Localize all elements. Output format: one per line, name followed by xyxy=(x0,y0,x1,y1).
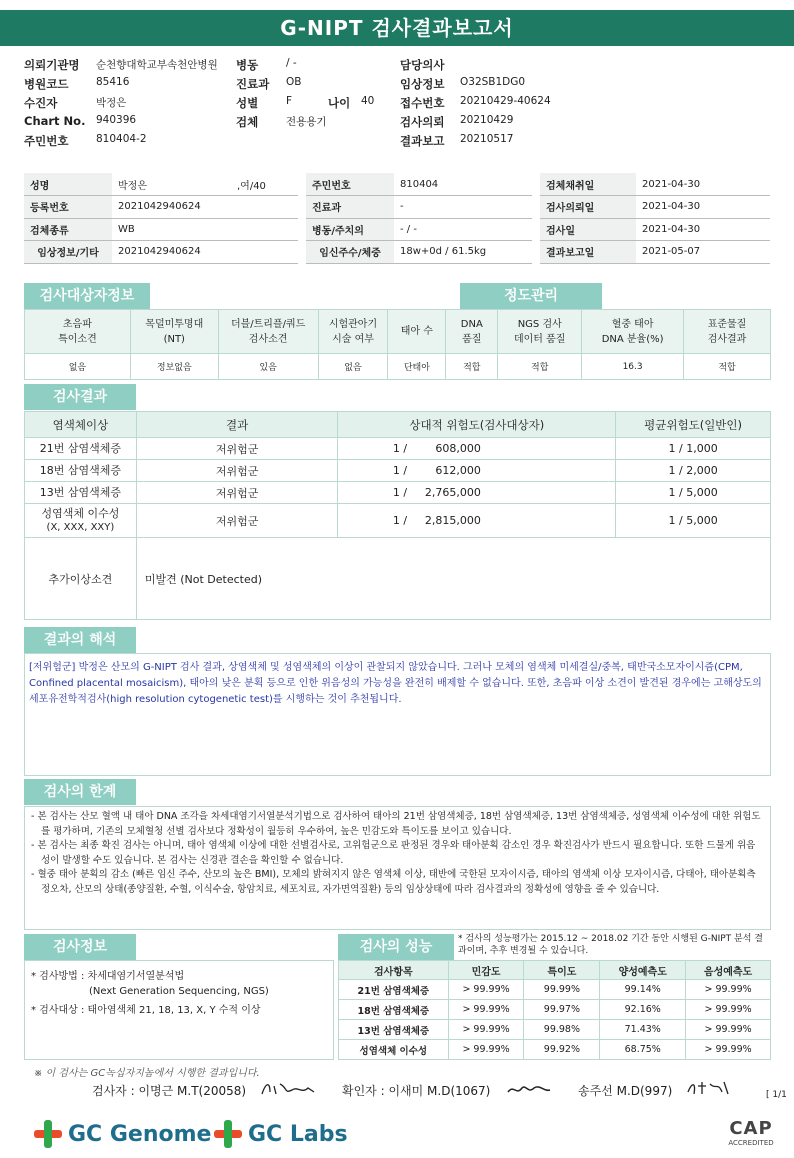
confirmer-signature xyxy=(504,1078,554,1100)
performance-header: 민감도 xyxy=(448,961,524,980)
tester-signature xyxy=(258,1078,318,1100)
subject-value: 정보없음 xyxy=(130,354,218,380)
header-key: 결과보고 xyxy=(400,134,445,148)
header-value: 940396 xyxy=(96,114,137,126)
patient-value xyxy=(636,196,770,219)
header-key: 임상정보 xyxy=(400,77,445,91)
patient-label: 임신주수/체중 xyxy=(306,241,394,264)
results-header: 평균위험도(일반인) xyxy=(616,412,771,438)
limitation-item: - 본 검사는 최종 확진 검사는 아니며, 태아 염색체 이상에 대한 선별검사로, 고위험군으로 판정된 경우와 태아분획 감소인 경우 확진검사가 반드시 필요합니다. 또한 드물게 위음성이 발생할 수도 있습니다. 본 검사는 신경관 결손을 확인할 수 없습니다. xyxy=(31,840,756,866)
performance-value: 68.75% xyxy=(600,1040,686,1060)
header-key: 성별 xyxy=(236,96,259,110)
patient-value-text: 2021-04-30 xyxy=(642,223,701,235)
qc-tab: 정도관리 xyxy=(460,283,602,309)
performance-tab: 검사의 성능 xyxy=(338,934,454,960)
results-header: 염색체이상 xyxy=(25,412,137,438)
tester: 검사자 : 이명근 M.T(20058) xyxy=(92,1084,247,1098)
test-info-tab: 검사정보 xyxy=(24,934,136,960)
relative-risk xyxy=(338,438,616,460)
patient-info-table xyxy=(24,173,770,264)
chromosome-name: 21번 삼염색체증 xyxy=(39,441,122,455)
performance-item: 13번 삼염색체증 xyxy=(339,1020,449,1040)
relative-risk-prefix: 1 / xyxy=(392,514,408,527)
results-header: 결과 xyxy=(136,412,338,438)
limitation-item: - 혈중 태아 분획의 감소 (빠른 임신 주수, 산모의 높은 BMI), 모체의 밝혀지지 않은 염색체 이상, 태반에 국한된 모자이시즘, 태아의 염색체 이상 모자이시즘, 다태아, 태아분획측정오차, 산모의 상태(종양질환, 수혈, 이식수술, 항암치료, 세포치료, 자가면역질환) 등의 임상상태에 따라 검사결과의 정확성에 영향을 줄 수 있습니다. xyxy=(31,869,756,895)
test-method: * 검사방법 : 차세대염기서열분석법 xyxy=(31,971,185,982)
age-label: 나이 xyxy=(328,96,351,110)
relative-risk xyxy=(338,482,616,504)
patient-label: 임상정보/기타 xyxy=(24,241,112,264)
patient-value xyxy=(636,241,770,264)
header-value: OB xyxy=(286,76,302,88)
subject-value: 16.3 xyxy=(582,354,684,380)
cap-accredited-logo: CAP ACCREDITED xyxy=(728,1118,774,1147)
patient-value-text: 18w+0d / 61.5kg xyxy=(400,246,487,258)
header-value: 전용용기 xyxy=(286,116,327,128)
performance-table xyxy=(338,960,771,1060)
header-value: 20210429 xyxy=(460,114,514,126)
test-info-box xyxy=(24,960,334,1060)
performance-header: 음성예측도 xyxy=(686,961,771,980)
result-value: 저위험군 xyxy=(136,504,338,538)
relative-risk-prefix: 1 / xyxy=(392,464,408,477)
subject-header: 혈중 태아 DNA 분율(%) xyxy=(582,310,684,354)
limitation-item: - 본 검사는 산모 혈액 내 태아 DNA 조각을 차세대염기서열분석기법으로 검사하여 태아의 21번 삼염색체증, 18번 삼염색체증, 13번 삼염색체증, 성염색체 이수성에 대한 위험도를 평가하며, 기존의 모체혈청 선별 검사보다 정확성이 월등히 우수하여, 높은 민감도와 특이도를 보이고 있습니다. xyxy=(31,811,761,837)
performance-value: 92.16% xyxy=(600,1000,686,1020)
age-value: 40 xyxy=(361,95,375,107)
average-risk: 1 / 5,000 xyxy=(616,504,771,538)
subject-header: 표준물질 검사결과 xyxy=(684,310,771,354)
subject-value: 적합 xyxy=(446,354,498,380)
performance-value: 99.14% xyxy=(600,980,686,1000)
patient-value xyxy=(636,218,770,241)
subject-value: 단태아 xyxy=(388,354,446,380)
patient-sex-age: ,여/40 xyxy=(236,180,266,192)
additional-findings-label: 추가이상소견 xyxy=(25,538,137,620)
limitations-tab: 검사의 한계 xyxy=(24,779,136,805)
test-target: * 검사대상 : 태아염색체 21, 18, 13, X, Y 수적 이상 xyxy=(31,1005,261,1016)
patient-row xyxy=(24,218,770,241)
subject-header: DNA 품질 xyxy=(446,310,498,354)
patient-value-text: - xyxy=(400,201,404,213)
patient-label: 병동/주치의 xyxy=(306,218,394,241)
patient-label: 성명 xyxy=(24,173,112,196)
subject-header: 시험관아기 시술 여부 xyxy=(318,310,388,354)
performance-header: 검사항목 xyxy=(339,961,449,980)
patient-label: 결과보고일 xyxy=(540,241,636,264)
subject-value: 적합 xyxy=(498,354,582,380)
subject-header: NGS 검사 데이터 품질 xyxy=(498,310,582,354)
header-value: F xyxy=(286,95,293,107)
performance-value: 99.92% xyxy=(524,1040,600,1060)
result-value: 저위험군 xyxy=(136,438,338,460)
performance-value: > 99.99% xyxy=(448,980,524,1000)
confirmer: 확인자 : 이새미 M.D(1067) xyxy=(342,1084,491,1098)
results-tab: 검사결과 xyxy=(24,384,136,410)
performance-value: > 99.99% xyxy=(448,1020,524,1040)
patient-row xyxy=(24,241,770,264)
performance-item: 성염색체 이수성 xyxy=(339,1040,449,1060)
additional-findings-value: 미발견 (Not Detected) xyxy=(136,538,770,620)
header-key: 의뢰기관명 xyxy=(24,58,80,72)
test-method-sub: (Next Generation Sequencing, NGS) xyxy=(89,986,269,997)
result-value: 저위험군 xyxy=(136,460,338,482)
patient-label: 검사의뢰일 xyxy=(540,196,636,219)
result-value: 저위험군 xyxy=(136,482,338,504)
results-table xyxy=(24,411,771,620)
header-key: 병원코드 xyxy=(24,77,69,91)
subject-value: 없음 xyxy=(25,354,131,380)
results-row xyxy=(25,438,771,460)
relative-risk-prefix: 1 / xyxy=(392,486,408,499)
results-header: 상대적 위험도(검사대상자) xyxy=(338,412,616,438)
patient-label: 진료과 xyxy=(306,196,394,219)
relative-risk-prefix: 1 / xyxy=(392,442,408,455)
report-title: G-NIPT 검사결과보고서 xyxy=(0,10,794,46)
performance-value: 99.99% xyxy=(524,980,600,1000)
patient-value-text: - / - xyxy=(400,223,417,235)
patient-value xyxy=(394,196,532,219)
subject-header: 초음파 특이소견 xyxy=(25,310,131,354)
doctor: 송주선 M.D(997) xyxy=(578,1084,673,1098)
patient-value-text: 박정은 xyxy=(118,180,147,192)
header-value: 20210429-40624 xyxy=(460,95,551,107)
relative-risk-value: 612,000 xyxy=(435,464,481,477)
subject-value: 없음 xyxy=(318,354,388,380)
performance-value: > 99.99% xyxy=(448,1000,524,1020)
patient-row xyxy=(24,196,770,219)
performance-item: 18번 삼염색체증 xyxy=(339,1000,449,1020)
patient-label: 검체종류 xyxy=(24,218,112,241)
subject-header: 목덜미투명대 (NT) xyxy=(130,310,218,354)
header-value: 810404-2 xyxy=(96,133,147,145)
header-key: 수진자 xyxy=(24,96,58,110)
performance-row xyxy=(339,1020,771,1040)
subject-info-table xyxy=(24,309,771,380)
relative-risk xyxy=(338,460,616,482)
performance-value: > 99.99% xyxy=(686,980,771,1000)
performance-item: 21번 삼염색체증 xyxy=(339,980,449,1000)
average-risk: 1 / 2,000 xyxy=(616,460,771,482)
subject-value: 적합 xyxy=(684,354,771,380)
header-key: Chart No. xyxy=(24,114,86,128)
subject-header: 더블/트리플/쿼드 검사소견 xyxy=(218,310,318,354)
patient-value-text: 2021-05-07 xyxy=(642,246,701,258)
patient-value-text: 2021-04-30 xyxy=(642,178,701,190)
patient-value xyxy=(112,218,298,241)
subject-value: 있음 xyxy=(218,354,318,380)
relative-risk xyxy=(338,504,616,538)
average-risk: 1 / 5,000 xyxy=(616,482,771,504)
performance-value: 99.98% xyxy=(524,1020,600,1040)
doctor-signature xyxy=(684,1076,734,1100)
relative-risk-value: 2,815,000 xyxy=(424,514,481,527)
relative-risk-value: 608,000 xyxy=(435,442,481,455)
chromosome-sub: (X, XXX, XXY) xyxy=(46,521,115,533)
patient-value-text: 2021042940624 xyxy=(118,201,201,213)
results-row xyxy=(25,460,771,482)
header-value: 박정은 xyxy=(96,97,127,109)
patient-value-text: WB xyxy=(118,223,135,235)
performance-header: 양성예측도 xyxy=(600,961,686,980)
header-key: 접수번호 xyxy=(400,96,445,110)
performance-row xyxy=(339,980,771,1000)
patient-value-text: 810404 xyxy=(400,178,439,190)
patient-label: 주민번호 xyxy=(306,173,394,196)
limitations-box xyxy=(24,806,771,930)
footer-note: ※ 이 검사는 GC녹십자지놈에서 시행한 결과입니다. xyxy=(34,1068,260,1079)
header-key: 검사의뢰 xyxy=(400,115,445,129)
results-row xyxy=(25,504,771,538)
relative-risk-value: 2,765,000 xyxy=(424,486,481,499)
performance-row xyxy=(339,1040,771,1060)
header-key: 검체 xyxy=(236,115,259,129)
patient-value xyxy=(112,196,298,219)
interpretation-tab: 결과의 해석 xyxy=(24,627,136,653)
chromosome-name: 성염색체 이수성 xyxy=(41,506,120,520)
subject-header: 태아 수 xyxy=(388,310,446,354)
patient-value xyxy=(636,173,770,196)
patient-row xyxy=(24,173,770,196)
header-value: O32SB1DG0 xyxy=(460,76,526,88)
header-key: 진료과 xyxy=(236,77,270,91)
performance-value: > 99.99% xyxy=(448,1040,524,1060)
patient-value xyxy=(394,173,532,196)
average-risk: 1 / 1,000 xyxy=(616,438,771,460)
performance-value: 71.43% xyxy=(600,1020,686,1040)
patient-value xyxy=(394,241,532,264)
results-row xyxy=(25,482,771,504)
header-value: 순천향대학교부속천안병원 xyxy=(96,59,218,71)
performance-value: > 99.99% xyxy=(686,1020,771,1040)
patient-value-text: 2021-04-30 xyxy=(642,201,701,213)
performance-value: 99.97% xyxy=(524,1000,600,1020)
page-number: [ 1/1 xyxy=(766,1090,787,1100)
patient-label: 검체채취일 xyxy=(540,173,636,196)
performance-value: > 99.99% xyxy=(686,1040,771,1060)
patient-label: 검사일 xyxy=(540,218,636,241)
performance-header: 특이도 xyxy=(524,961,600,980)
header-key: 주민번호 xyxy=(24,134,69,148)
subject-info-tab: 검사대상자정보 xyxy=(24,283,150,309)
patient-value xyxy=(394,218,532,241)
header-key: 담당의사 xyxy=(400,58,445,72)
performance-row xyxy=(339,1000,771,1020)
chromosome-name: 18번 삼염색체증 xyxy=(39,463,122,477)
gc-labs-logo: GC Labs xyxy=(214,1120,348,1148)
performance-value: > 99.99% xyxy=(686,1000,771,1020)
header-value: 85416 xyxy=(96,76,130,88)
gc-genome-logo: GC Genome xyxy=(34,1120,211,1148)
patient-label: 등록번호 xyxy=(24,196,112,219)
chromosome-name: 13번 삼염색체증 xyxy=(39,485,122,499)
header-key: 병동 xyxy=(236,58,259,72)
patient-value xyxy=(112,241,298,264)
patient-value-text: 2021042940624 xyxy=(118,246,201,258)
header-value: 20210517 xyxy=(460,133,514,145)
interpretation-text: [저위험군] 박정은 산모의 G-NIPT 검사 결과, 상염색체 및 성염색체의 이상이 관찰되지 않았습니다. 그러나 모체의 염색체 미세결실/중복, 태반국소모자이시즘(CPM, Confined placental mosaicism), 태아의 낮은 분획 등으로 인한 위음성의 가능성을 완전히 배제할 수 없습니다. 또한, 초음파 이상 소견이 발견된 경우에는 고해상도의 세포유전학적검사(high resolution cytogenetic test)를 시행하는 것이 추천됩니다. xyxy=(24,653,771,776)
header-value: / - xyxy=(286,57,297,69)
performance-note: * 검사의 성능평가는 2015.12 ~ 2018.02 기간 동안 시행된 G-NIPT 분석 결과이며, 추후 변경될 수 있습니다. xyxy=(458,934,763,956)
patient-value xyxy=(112,173,298,196)
